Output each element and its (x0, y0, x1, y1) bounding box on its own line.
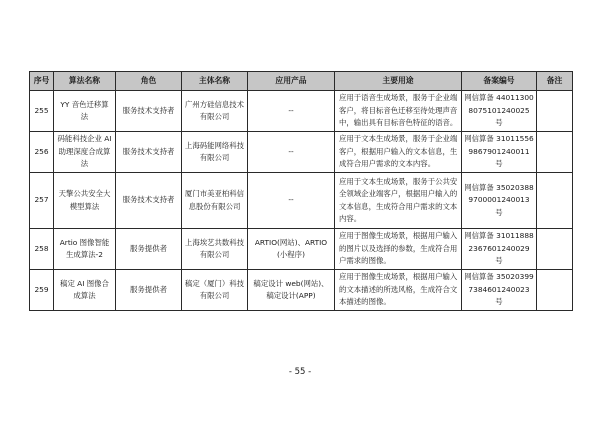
table-header-row (30, 72, 573, 91)
header-purpose: 主要用途 (335, 72, 462, 91)
row-role: 服务技术支持者 (116, 173, 182, 229)
row-filing-number: 网信算备 350203997384601240023 号 (462, 270, 537, 311)
row-filing-number: 网信算备 350203889700001240013 号 (462, 173, 537, 229)
row-product: 稿定设计 web(网站)、稿定设计(APP) (248, 270, 335, 311)
row-purpose: 应用于语音生成场景，服务于企业端客户，将目标音色迁移至待处理声音中，输出具有目标音色特征的语音。 (335, 91, 462, 132)
table-row (30, 91, 573, 132)
row-algorithm: 码能科技企业 AI 助理深度合成算法 (54, 132, 116, 173)
row-role: 服务提供者 (116, 270, 182, 311)
row-filing-number: 网信算备 440113008075101240025 号 (462, 91, 537, 132)
row-purpose: 应用于文本生成场景，服务于企业端客户，根据用户输入的文本信息，生成符合用户需求的文本内容。 (335, 132, 462, 173)
row-purpose: 应用于图像生成场景，根据用户输入的文本描述的所选风格，生成符合文本描述的图像。 (335, 270, 462, 311)
table-row (30, 173, 573, 229)
row-no: 259 (30, 270, 54, 311)
row-note (537, 132, 573, 173)
row-product: -- (248, 173, 335, 229)
header-product: 应用产品 (248, 72, 335, 91)
row-algorithm: Artio 图像智能生成算法-2 (54, 229, 116, 270)
row-product: -- (248, 91, 335, 132)
page-number: - 55 - (288, 367, 312, 377)
row-filing-number: 网信算备 310118882367601240029 号 (462, 229, 537, 270)
row-algorithm: 天擎公共安全大模型算法 (54, 173, 116, 229)
algorithm-registry-table (29, 71, 573, 311)
row-entity: 厦门市美亚柏科信息股份有限公司 (182, 173, 248, 229)
row-note (537, 91, 573, 132)
row-product: ARTIO(网站)、ARTIO(小程序) (248, 229, 335, 270)
header-note: 备注 (537, 72, 573, 91)
row-product: -- (248, 132, 335, 173)
row-no: 255 (30, 91, 54, 132)
row-role: 服务提供者 (116, 229, 182, 270)
row-no: 256 (30, 132, 54, 173)
row-entity: 广州方硅信息技术有限公司 (182, 91, 248, 132)
row-note (537, 270, 573, 311)
header-algorithm: 算法名称 (54, 72, 116, 91)
table-row (30, 229, 573, 270)
row-role: 服务技术支持者 (116, 132, 182, 173)
table-row (30, 132, 573, 173)
header-role: 角色 (116, 72, 182, 91)
row-no: 258 (30, 229, 54, 270)
row-purpose: 应用于图像生成场景，根据用户输入的图片以及选择的参数，生成符合用户需求的图像。 (335, 229, 462, 270)
header-entity: 主体名称 (182, 72, 248, 91)
header-no: 序号 (30, 72, 54, 91)
row-entity: 上海埃艺共数科技有限公司 (182, 229, 248, 270)
row-purpose: 应用于文本生成场景，服务于公共安全领域企业端客户，根据用户输入的文本信息，生成符合用户需求的文本内容。 (335, 173, 462, 229)
row-no: 257 (30, 173, 54, 229)
header-filing-number: 备案编号 (462, 72, 537, 91)
row-entity: 上海码能网络科技有限公司 (182, 132, 248, 173)
row-algorithm: 稿定 AI 图像合成算法 (54, 270, 116, 311)
row-entity: 稿定（厦门）科技有限公司 (182, 270, 248, 311)
table-row (30, 270, 573, 311)
row-note (537, 229, 573, 270)
row-filing-number: 网信算备 310115569867901240011 号 (462, 132, 537, 173)
row-note (537, 173, 573, 229)
row-role: 服务技术支持者 (116, 91, 182, 132)
row-algorithm: YY 音色迁移算法 (54, 91, 116, 132)
